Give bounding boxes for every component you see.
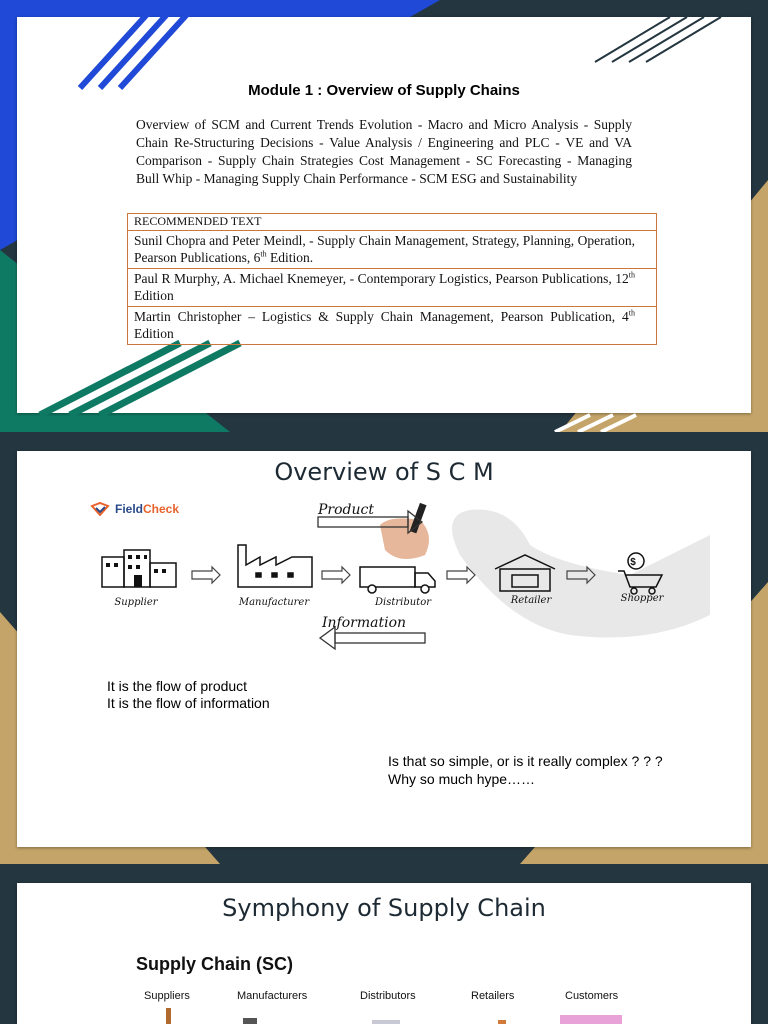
logo-text-field: Field: [115, 502, 144, 516]
store-figure-icon: [498, 1020, 506, 1024]
customers-figure-icon: [560, 1015, 622, 1024]
slide3-title: Symphony of Supply Chain: [222, 894, 546, 922]
supplier-icon: [102, 550, 176, 587]
reference-superscript: th: [628, 308, 635, 318]
reference-tail: Edition.: [266, 250, 314, 265]
product-label: Product: [318, 502, 374, 518]
information-label: Information: [322, 615, 407, 631]
distributor-label: Distributor: [374, 597, 432, 608]
column-suppliers: Suppliers: [144, 990, 190, 1002]
reference-text: Paul R Murphy, A. Michael Knemeyer, - Contemporary Logistics, Pearson Publications, 12: [134, 271, 629, 286]
supplier-figure-icon: [166, 1008, 171, 1024]
slide3-icons-row: [0, 1005, 768, 1024]
column-distributors: Distributors: [360, 990, 416, 1002]
question-text: [388, 752, 663, 788]
question-line-2: Why so much hype……: [388, 771, 536, 787]
supply-chain-heading: Supply Chain (SC): [136, 954, 293, 974]
slide2-title: Overview of S C M: [274, 458, 494, 486]
table-row: [128, 269, 656, 307]
table-header: RECOMMENDED TEXT: [128, 214, 656, 231]
slide1-body-text: Overview of SCM and Current Trends Evolution - Macro and Micro Analysis - Supply Chain Re-Structuring Decisions - Value Analysis / Engineering and PLC - VE and VA Comparison - Supply Chain Strategies Cost Management - SC Forecasting - Managing Bull Whip - Managing Supply Chain Performance - SCM ESG and Sustainability: [136, 117, 632, 186]
column-retailers: Retailers: [471, 990, 515, 1002]
flow-description: [107, 678, 270, 712]
supplier-label: Supplier: [114, 597, 158, 608]
reference-text: Sunil Chopra and Peter Meindl, - Supply Chain Management, Strategy, Planning, Operation, Pearson Publications, 6: [134, 233, 635, 265]
question-line-1: Is that so simple, or is it really complex ? ? ?: [388, 753, 663, 769]
logo-text-check: Check: [143, 502, 180, 516]
supply-chain-flow-diagram: [90, 495, 710, 695]
flow-line-product: It is the flow of product: [107, 678, 248, 694]
table-row: [128, 231, 656, 269]
dollar-icon: $: [630, 557, 636, 568]
flow-line-information: It is the flow of information: [107, 695, 270, 711]
retailer-label: Retailer: [510, 595, 552, 606]
column-manufacturers: Manufacturers: [237, 990, 308, 1002]
distributor-icon: [360, 567, 435, 593]
reference-tail: Edition: [134, 326, 174, 341]
hand-illustration: [380, 503, 710, 638]
truck-figure-icon: [372, 1020, 400, 1024]
slide1-title: Module 1 : Overview of Supply Chains: [248, 82, 520, 99]
manufacturer-label: Manufacturer: [238, 597, 310, 608]
shopper-label: Shopper: [620, 593, 664, 604]
recommended-text-table: [127, 213, 657, 345]
factory-figure-icon: [243, 1018, 257, 1024]
reference-tail: Edition: [134, 288, 174, 303]
manufacturer-icon: [238, 545, 312, 587]
reference-superscript: th: [260, 249, 267, 259]
table-row: [128, 307, 656, 344]
column-customers: Customers: [565, 990, 619, 1002]
reference-superscript: th: [628, 270, 635, 280]
reference-text: Martin Christopher – Logistics & Supply Chain Management, Pearson Publication, 4: [134, 309, 629, 324]
